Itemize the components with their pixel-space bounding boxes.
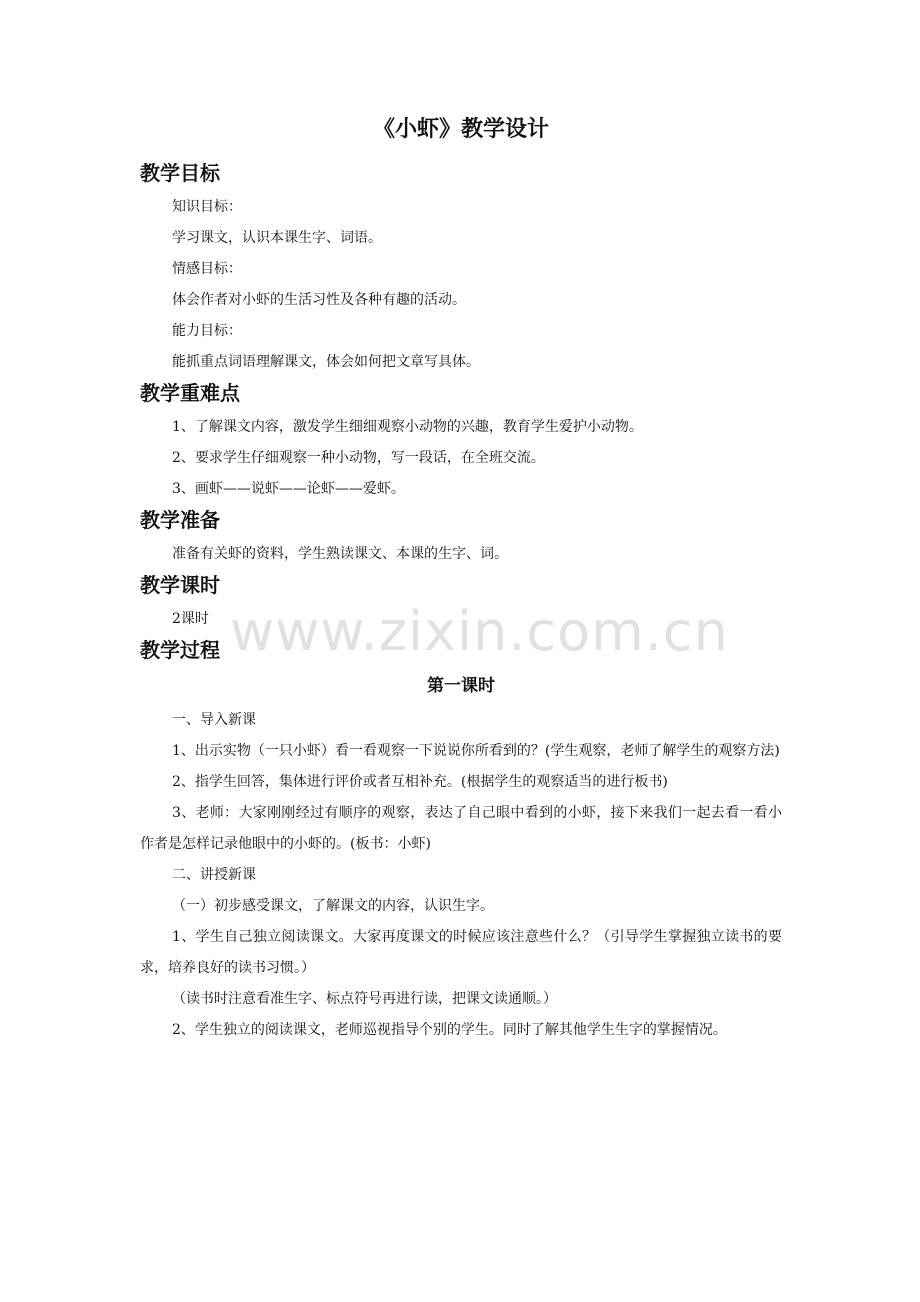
section-heading: 教学课时 bbox=[140, 573, 220, 597]
paragraph: 3、老师：大家刚刚经过有顺序的观察，表达了自己眼中看到的小虾，接下来我们一起去看一看小作者是怎样记录他眼中的小虾的。(板书：小虾) bbox=[140, 805, 782, 852]
section-heading: 教学重难点 bbox=[140, 381, 240, 405]
paragraph: 2、要求学生仔细观察一种小动物，写一段话，在全班交流。 bbox=[172, 450, 545, 466]
section-teaching-process bbox=[140, 635, 782, 1046]
lesson-subheading: 第一课时 bbox=[427, 676, 495, 696]
watermark-text: www.zixin.com.cn bbox=[230, 600, 729, 663]
paragraph: 能抓重点词语理解课文，体会如何把文章写具体。 bbox=[172, 354, 480, 370]
section-teaching-goals bbox=[140, 158, 782, 378]
paragraph: 准备有关虾的资料，学生熟读课文、本课的生字、词。 bbox=[172, 546, 508, 562]
paragraph: 1、出示实物（一只小虾）看一看观察一下说说你所看到的？(学生观察，老师了解学生的观察方法) bbox=[172, 743, 780, 759]
paragraph: 体会作者对小虾的生活习性及各种有趣的活动。 bbox=[172, 292, 466, 308]
section-heading: 教学过程 bbox=[140, 638, 220, 662]
document-page bbox=[140, 112, 782, 1046]
paragraph: 一、导入新课 bbox=[172, 712, 256, 728]
section-key-points bbox=[140, 378, 782, 505]
paragraph: 情感目标： bbox=[172, 261, 242, 277]
paragraph: （一）初步感受课文，了解课文的内容，认识生字。 bbox=[172, 898, 494, 914]
section-heading: 教学准备 bbox=[140, 508, 220, 532]
section-class-hours bbox=[140, 570, 782, 635]
paragraph: 2课时 bbox=[172, 611, 209, 627]
document-title: 《小虾》教学设计 bbox=[372, 117, 549, 142]
section-preparation bbox=[140, 505, 782, 570]
paragraph: 学习课文，认识本课生字、词语。 bbox=[172, 230, 382, 246]
paragraph: 知识目标： bbox=[172, 199, 242, 215]
paragraph: 1、了解课文内容，激发学生细细观察小动物的兴趣，教育学生爱护小动物。 bbox=[172, 419, 643, 435]
paragraph: 1、学生自己独立阅读课文。大家再度课文的时候应该注意些什么？（引导学生掌握独立读书的要求，培养良好的读书习惯。） bbox=[140, 929, 782, 976]
paragraph: 能力目标： bbox=[172, 323, 242, 339]
section-heading: 教学目标 bbox=[140, 161, 220, 185]
paragraph: 3、画虾——说虾——论虾——爱虾。 bbox=[172, 481, 405, 497]
paragraph: 2、指学生回答，集体进行评价或者互相补充。(根据学生的观察适当的进行板书) bbox=[172, 774, 668, 790]
paragraph: 二、讲授新课 bbox=[172, 867, 256, 883]
paragraph: （读书时注意看准生字、标点符号再进行读，把课文读通顺。） bbox=[172, 991, 557, 1007]
paragraph: 2、学生独立的阅读课文，老师巡视指导个别的学生。同时了解其他学生生字的掌握情况。 bbox=[172, 1022, 727, 1038]
